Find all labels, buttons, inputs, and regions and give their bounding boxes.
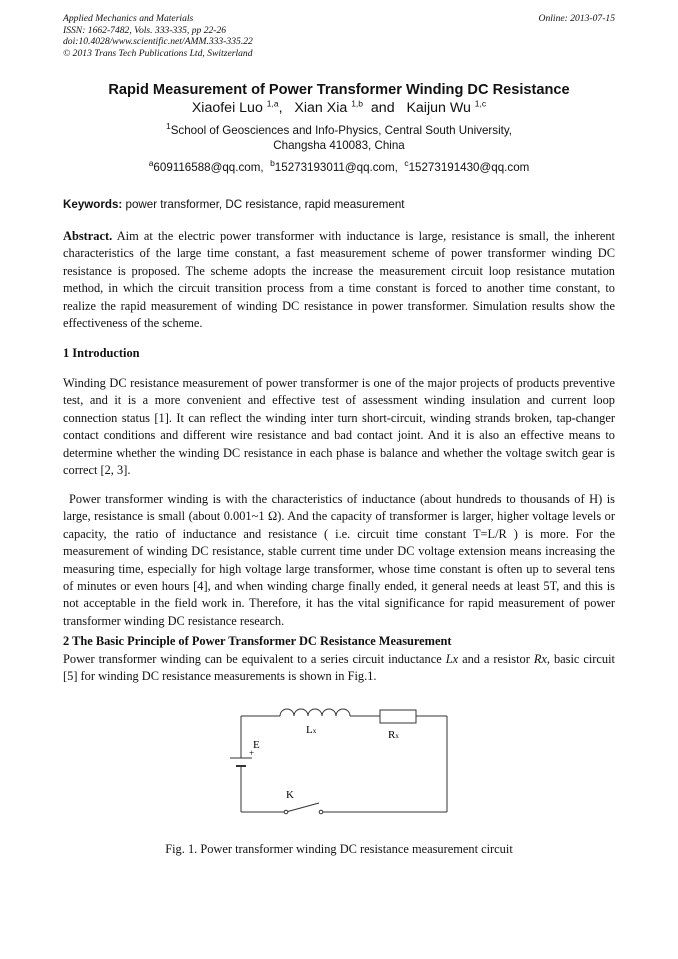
author-separator: and xyxy=(363,100,403,116)
affiliation-line-2: Changsha 410083, China xyxy=(273,138,405,152)
email-list xyxy=(0,158,678,174)
label-resistor: Rx xyxy=(388,729,399,741)
switch-blade xyxy=(286,803,319,812)
figure-caption: Fig. 1. Power transformer winding DC resistance measurement circuit xyxy=(165,842,513,856)
email-link[interactable]: 609116588@qq.com, xyxy=(153,161,267,174)
abstract-text: Aim at the electric power transformer with inductance is large, resistance is small, the inherent characteristics of the large time constant, a fast measurement scheme of power transformer winding DC resistance is proposed. The scheme adopts the increase the measurement circuit loop resistance mutation method, in which the circuit transition process from a time constant is forced to another time constant, to realize the rapid measurement of winding DC resistance in power transformer. Simulation results show the effectiveness of the scheme. xyxy=(63,229,615,331)
symbol-rx: Rx xyxy=(533,652,547,666)
affiliation-line-1: School of Geosciences and Info-Physics, Central South University, xyxy=(170,124,513,137)
keywords xyxy=(63,198,405,211)
section-heading: 1 Introduction xyxy=(63,346,140,360)
email-sup: b xyxy=(270,158,275,169)
affiliation-sup: 1 xyxy=(165,121,171,132)
intro-paragraph-1: Winding DC resistance measurement of power transformer is one of the major projects of products preventive test, and it is a more convenient and effective test of assessment winding insulation and current loop connection status [1]. It can reflect the winding inter turn short-circuit, winding strands broken, tap-changer contact conditions and different wire resistance and bad contact joint. And it is also an effective means to determine whether the winding DC resistance in each phase is balance and whether the voltage switch gear is correct [2, 3]. xyxy=(63,376,615,478)
running-header xyxy=(63,13,615,59)
section-heading: 2 The Basic Principle of Power Transformer DC Resistance Measurement xyxy=(63,634,452,648)
email-link[interactable]: 15273193011@qq.com, xyxy=(274,161,402,174)
intro-paragraph-2: Power transformer winding is with the characteristics of inductance (about hundreds to thousands of H) is large, resistance is small (about 0.001~1 Ω). And the capacity of transformer is larger, higher voltage levels or capacity, the ratio of inductance and resistance ( i.e. circuit time constant T=L/R ) is more. For the measurement of winding DC resistance, stable current time under DC voltage extension means increasing the measuring time, especially for high voltage large transformer, whose time constant is often up to several tens of minutes or even hours [4], and when winding charge finally ended, it general needs at least 5T, and this is not acceptable in the field work in. Therefore, it has the vital significance for rapid measurement of power transformer winding DC resistance research. xyxy=(63,492,615,628)
text-run: , basic circuit [5] for winding DC resistance measurements is shown in Fig.1. xyxy=(63,652,616,684)
section2-paragraph xyxy=(63,651,615,686)
journal-name: Applied Mechanics and Materials xyxy=(63,13,194,24)
keywords-label: Keywords: xyxy=(63,198,123,211)
label-plus: + xyxy=(249,748,255,758)
author-separator: , xyxy=(278,100,291,116)
label-source-e: E xyxy=(253,739,260,751)
symbol-lx: Lx xyxy=(445,652,459,666)
author-sup: 1,c xyxy=(474,98,487,109)
email-sup: a xyxy=(148,158,154,169)
keywords-text: power transformer, DC resistance, rapid measurement xyxy=(122,198,405,211)
inductor-coil xyxy=(280,709,350,716)
resistor xyxy=(380,710,416,723)
paper-title: Rapid Measurement of Power Transformer Winding DC Resistance xyxy=(108,82,570,98)
author-list xyxy=(0,100,678,116)
circuit-diagram xyxy=(200,700,460,820)
email-sup: c xyxy=(404,158,409,169)
author-name: Xiaofei Luo xyxy=(191,100,263,116)
doi-line: doi:10.4028/www.scientific.net/AMM.333-335.22 xyxy=(63,36,253,48)
abstract-label: Abstract. xyxy=(63,229,113,243)
author-name: Kaijun Wu xyxy=(406,100,471,116)
online-date: Online: 2013-07-15 xyxy=(538,13,615,24)
issn-line: ISSN: 1662-7482, Vols. 333-335, pp 22-26 xyxy=(63,24,227,36)
email-link[interactable]: 15273191430@qq.com xyxy=(408,161,530,174)
copyright-line: © 2013 Trans Tech Publications Ltd, Switzerland xyxy=(63,47,253,59)
author-sup: 1,b xyxy=(351,98,364,109)
affiliation xyxy=(0,121,678,153)
label-inductor: Lx xyxy=(306,724,317,736)
text-run: and a resistor xyxy=(458,652,534,666)
author-sup: 1,a xyxy=(266,98,279,109)
text-run: Power transformer winding can be equivalent to a series circuit inductance xyxy=(63,652,446,666)
switch-terminal xyxy=(319,810,323,814)
author-name: Xian Xia xyxy=(294,100,348,116)
switch-terminal xyxy=(284,810,288,814)
abstract xyxy=(63,228,615,332)
label-switch-k: K xyxy=(286,789,294,801)
